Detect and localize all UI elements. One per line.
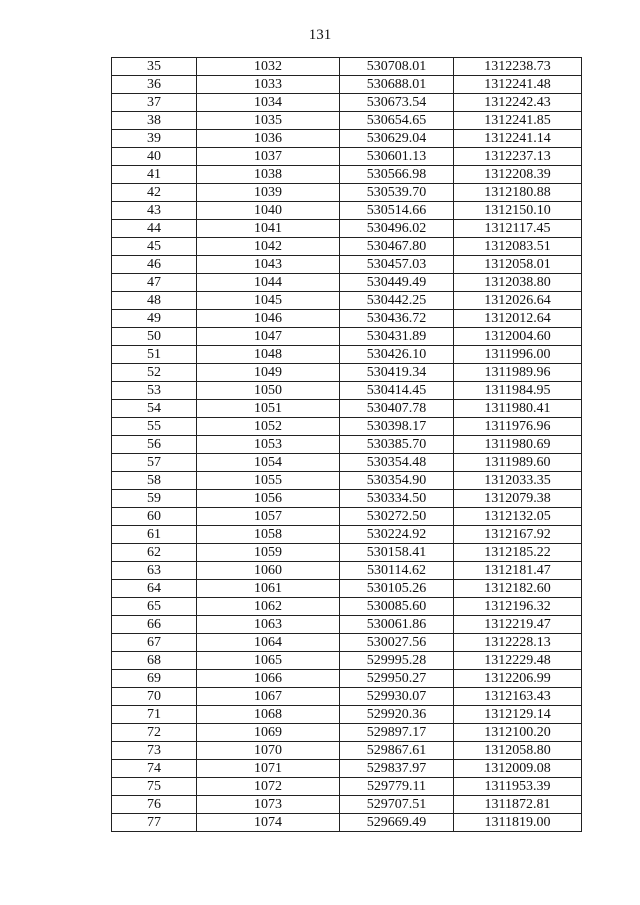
row-index-cell: 38	[112, 112, 197, 130]
row-index-cell: 72	[112, 724, 197, 742]
row-index-cell: 67	[112, 634, 197, 652]
point-number-cell: 1063	[197, 616, 340, 634]
point-number-cell: 1052	[197, 418, 340, 436]
row-index-cell: 46	[112, 256, 197, 274]
point-number-cell: 1050	[197, 382, 340, 400]
y-coordinate-cell: 1312185.22	[454, 544, 582, 562]
point-number-cell: 1042	[197, 238, 340, 256]
y-coordinate-cell: 1312180.88	[454, 184, 582, 202]
point-number-cell: 1033	[197, 76, 340, 94]
x-coordinate-cell: 530114.62	[340, 562, 454, 580]
row-index-cell: 48	[112, 292, 197, 310]
x-coordinate-cell: 530407.78	[340, 400, 454, 418]
y-coordinate-cell: 1312132.05	[454, 508, 582, 526]
row-index-cell: 71	[112, 706, 197, 724]
point-number-cell: 1040	[197, 202, 340, 220]
y-coordinate-cell: 1312004.60	[454, 328, 582, 346]
x-coordinate-cell: 530431.89	[340, 328, 454, 346]
x-coordinate-cell: 530272.50	[340, 508, 454, 526]
row-index-cell: 53	[112, 382, 197, 400]
y-coordinate-cell: 1312241.48	[454, 76, 582, 94]
x-coordinate-cell: 530601.13	[340, 148, 454, 166]
row-index-cell: 51	[112, 346, 197, 364]
table-row	[112, 760, 582, 778]
point-number-cell: 1072	[197, 778, 340, 796]
x-coordinate-cell: 529897.17	[340, 724, 454, 742]
table-row	[112, 418, 582, 436]
point-number-cell: 1037	[197, 148, 340, 166]
table-row	[112, 202, 582, 220]
table-row	[112, 130, 582, 148]
row-index-cell: 52	[112, 364, 197, 382]
y-coordinate-cell: 1312237.13	[454, 148, 582, 166]
y-coordinate-cell: 1312181.47	[454, 562, 582, 580]
table-row	[112, 274, 582, 292]
x-coordinate-cell: 530688.01	[340, 76, 454, 94]
point-number-cell: 1048	[197, 346, 340, 364]
y-coordinate-cell: 1311872.81	[454, 796, 582, 814]
row-index-cell: 35	[112, 58, 197, 76]
row-index-cell: 41	[112, 166, 197, 184]
y-coordinate-cell: 1312167.92	[454, 526, 582, 544]
x-coordinate-cell: 529920.36	[340, 706, 454, 724]
table-row	[112, 184, 582, 202]
x-coordinate-cell: 530566.98	[340, 166, 454, 184]
y-coordinate-cell: 1311984.95	[454, 382, 582, 400]
point-number-cell: 1061	[197, 580, 340, 598]
table-row	[112, 724, 582, 742]
row-index-cell: 43	[112, 202, 197, 220]
point-number-cell: 1051	[197, 400, 340, 418]
point-number-cell: 1043	[197, 256, 340, 274]
table-row	[112, 742, 582, 760]
point-number-cell: 1074	[197, 814, 340, 832]
row-index-cell: 62	[112, 544, 197, 562]
row-index-cell: 44	[112, 220, 197, 238]
point-number-cell: 1059	[197, 544, 340, 562]
row-index-cell: 69	[112, 670, 197, 688]
y-coordinate-cell: 1312241.14	[454, 130, 582, 148]
x-coordinate-cell: 530426.10	[340, 346, 454, 364]
y-coordinate-cell: 1312058.80	[454, 742, 582, 760]
point-number-cell: 1073	[197, 796, 340, 814]
point-number-cell: 1044	[197, 274, 340, 292]
x-coordinate-cell: 529995.28	[340, 652, 454, 670]
row-index-cell: 65	[112, 598, 197, 616]
y-coordinate-cell: 1312241.85	[454, 112, 582, 130]
y-coordinate-cell: 1311996.00	[454, 346, 582, 364]
point-number-cell: 1053	[197, 436, 340, 454]
y-coordinate-cell: 1312079.38	[454, 490, 582, 508]
table-row	[112, 652, 582, 670]
table-row	[112, 670, 582, 688]
row-index-cell: 56	[112, 436, 197, 454]
x-coordinate-cell: 529707.51	[340, 796, 454, 814]
point-number-cell: 1065	[197, 652, 340, 670]
table-row	[112, 598, 582, 616]
x-coordinate-cell: 530354.90	[340, 472, 454, 490]
row-index-cell: 37	[112, 94, 197, 112]
table-row	[112, 436, 582, 454]
y-coordinate-cell: 1311980.69	[454, 436, 582, 454]
point-number-cell: 1034	[197, 94, 340, 112]
point-number-cell: 1064	[197, 634, 340, 652]
y-coordinate-cell: 1312196.32	[454, 598, 582, 616]
x-coordinate-cell: 530027.56	[340, 634, 454, 652]
row-index-cell: 49	[112, 310, 197, 328]
point-number-cell: 1071	[197, 760, 340, 778]
table-row	[112, 166, 582, 184]
table-row	[112, 238, 582, 256]
point-number-cell: 1032	[197, 58, 340, 76]
table-row	[112, 688, 582, 706]
row-index-cell: 58	[112, 472, 197, 490]
table-row	[112, 310, 582, 328]
y-coordinate-cell: 1312242.43	[454, 94, 582, 112]
y-coordinate-cell: 1312058.01	[454, 256, 582, 274]
y-coordinate-cell: 1311976.96	[454, 418, 582, 436]
x-coordinate-cell: 530449.49	[340, 274, 454, 292]
y-coordinate-cell: 1312208.39	[454, 166, 582, 184]
x-coordinate-cell: 530654.65	[340, 112, 454, 130]
x-coordinate-cell: 530085.60	[340, 598, 454, 616]
point-number-cell: 1069	[197, 724, 340, 742]
row-index-cell: 55	[112, 418, 197, 436]
y-coordinate-cell: 1312009.08	[454, 760, 582, 778]
table-row	[112, 256, 582, 274]
table-row	[112, 634, 582, 652]
table-row	[112, 94, 582, 112]
table-row	[112, 778, 582, 796]
row-index-cell: 63	[112, 562, 197, 580]
point-number-cell: 1066	[197, 670, 340, 688]
table-row	[112, 346, 582, 364]
x-coordinate-cell: 530414.45	[340, 382, 454, 400]
row-index-cell: 75	[112, 778, 197, 796]
point-number-cell: 1035	[197, 112, 340, 130]
point-number-cell: 1068	[197, 706, 340, 724]
y-coordinate-cell: 1312117.45	[454, 220, 582, 238]
table-row	[112, 814, 582, 832]
row-index-cell: 61	[112, 526, 197, 544]
row-index-cell: 40	[112, 148, 197, 166]
row-index-cell: 74	[112, 760, 197, 778]
y-coordinate-cell: 1312150.10	[454, 202, 582, 220]
x-coordinate-cell: 530629.04	[340, 130, 454, 148]
row-index-cell: 77	[112, 814, 197, 832]
x-coordinate-cell: 529950.27	[340, 670, 454, 688]
point-number-cell: 1039	[197, 184, 340, 202]
table-row	[112, 796, 582, 814]
table-row	[112, 580, 582, 598]
table-row	[112, 382, 582, 400]
x-coordinate-cell: 530398.17	[340, 418, 454, 436]
table-row	[112, 292, 582, 310]
row-index-cell: 47	[112, 274, 197, 292]
x-coordinate-cell: 529930.07	[340, 688, 454, 706]
row-index-cell: 60	[112, 508, 197, 526]
point-number-cell: 1062	[197, 598, 340, 616]
y-coordinate-cell: 1312229.48	[454, 652, 582, 670]
row-index-cell: 70	[112, 688, 197, 706]
y-coordinate-cell: 1312182.60	[454, 580, 582, 598]
y-coordinate-cell: 1311980.41	[454, 400, 582, 418]
point-number-cell: 1067	[197, 688, 340, 706]
row-index-cell: 66	[112, 616, 197, 634]
y-coordinate-cell: 1312228.13	[454, 634, 582, 652]
x-coordinate-cell: 530061.86	[340, 616, 454, 634]
x-coordinate-cell: 530354.48	[340, 454, 454, 472]
y-coordinate-cell: 1312012.64	[454, 310, 582, 328]
x-coordinate-cell: 530467.80	[340, 238, 454, 256]
table-row	[112, 112, 582, 130]
x-coordinate-cell: 530105.26	[340, 580, 454, 598]
point-number-cell: 1036	[197, 130, 340, 148]
point-number-cell: 1049	[197, 364, 340, 382]
y-coordinate-cell: 1312206.99	[454, 670, 582, 688]
table-row	[112, 364, 582, 382]
x-coordinate-cell: 530673.54	[340, 94, 454, 112]
y-coordinate-cell: 1311953.39	[454, 778, 582, 796]
row-index-cell: 42	[112, 184, 197, 202]
x-coordinate-cell: 530514.66	[340, 202, 454, 220]
row-index-cell: 39	[112, 130, 197, 148]
point-number-cell: 1047	[197, 328, 340, 346]
point-number-cell: 1070	[197, 742, 340, 760]
y-coordinate-cell: 1312083.51	[454, 238, 582, 256]
row-index-cell: 64	[112, 580, 197, 598]
x-coordinate-cell: 530436.72	[340, 310, 454, 328]
row-index-cell: 73	[112, 742, 197, 760]
row-index-cell: 50	[112, 328, 197, 346]
table-row	[112, 76, 582, 94]
row-index-cell: 54	[112, 400, 197, 418]
x-coordinate-cell: 530385.70	[340, 436, 454, 454]
x-coordinate-cell: 529669.49	[340, 814, 454, 832]
point-number-cell: 1038	[197, 166, 340, 184]
y-coordinate-cell: 1312129.14	[454, 706, 582, 724]
table-row	[112, 508, 582, 526]
row-index-cell: 68	[112, 652, 197, 670]
x-coordinate-cell: 530496.02	[340, 220, 454, 238]
point-number-cell: 1046	[197, 310, 340, 328]
x-coordinate-cell: 530457.03	[340, 256, 454, 274]
row-index-cell: 76	[112, 796, 197, 814]
point-number-cell: 1058	[197, 526, 340, 544]
x-coordinate-cell: 530224.92	[340, 526, 454, 544]
y-coordinate-cell: 1311989.96	[454, 364, 582, 382]
row-index-cell: 57	[112, 454, 197, 472]
point-number-cell: 1054	[197, 454, 340, 472]
y-coordinate-cell: 1312038.80	[454, 274, 582, 292]
y-coordinate-cell: 1312100.20	[454, 724, 582, 742]
table-row	[112, 220, 582, 238]
x-coordinate-cell: 530158.41	[340, 544, 454, 562]
x-coordinate-cell: 529837.97	[340, 760, 454, 778]
table-row	[112, 148, 582, 166]
x-coordinate-cell: 530708.01	[340, 58, 454, 76]
table-row	[112, 472, 582, 490]
x-coordinate-cell: 530334.50	[340, 490, 454, 508]
table-row	[112, 526, 582, 544]
point-number-cell: 1045	[197, 292, 340, 310]
row-index-cell: 59	[112, 490, 197, 508]
point-number-cell: 1041	[197, 220, 340, 238]
table-row	[112, 490, 582, 508]
table-row	[112, 400, 582, 418]
table-row	[112, 58, 582, 76]
table-row	[112, 544, 582, 562]
row-index-cell: 45	[112, 238, 197, 256]
y-coordinate-cell: 1312033.35	[454, 472, 582, 490]
table-row	[112, 454, 582, 472]
y-coordinate-cell: 1312026.64	[454, 292, 582, 310]
point-number-cell: 1060	[197, 562, 340, 580]
y-coordinate-cell: 1312163.43	[454, 688, 582, 706]
y-coordinate-cell: 1311819.00	[454, 814, 582, 832]
point-number-cell: 1056	[197, 490, 340, 508]
x-coordinate-cell: 530442.25	[340, 292, 454, 310]
table-row	[112, 328, 582, 346]
point-number-cell: 1055	[197, 472, 340, 490]
table-row	[112, 706, 582, 724]
coordinates-table-body	[112, 58, 582, 832]
table-row	[112, 562, 582, 580]
y-coordinate-cell: 1311989.60	[454, 454, 582, 472]
x-coordinate-cell: 530539.70	[340, 184, 454, 202]
page-number: 131	[308, 27, 332, 43]
y-coordinate-cell: 1312238.73	[454, 58, 582, 76]
point-number-cell: 1057	[197, 508, 340, 526]
table-row	[112, 616, 582, 634]
y-coordinate-cell: 1312219.47	[454, 616, 582, 634]
coordinates-table	[111, 57, 582, 832]
x-coordinate-cell: 529779.11	[340, 778, 454, 796]
row-index-cell: 36	[112, 76, 197, 94]
x-coordinate-cell: 530419.34	[340, 364, 454, 382]
x-coordinate-cell: 529867.61	[340, 742, 454, 760]
